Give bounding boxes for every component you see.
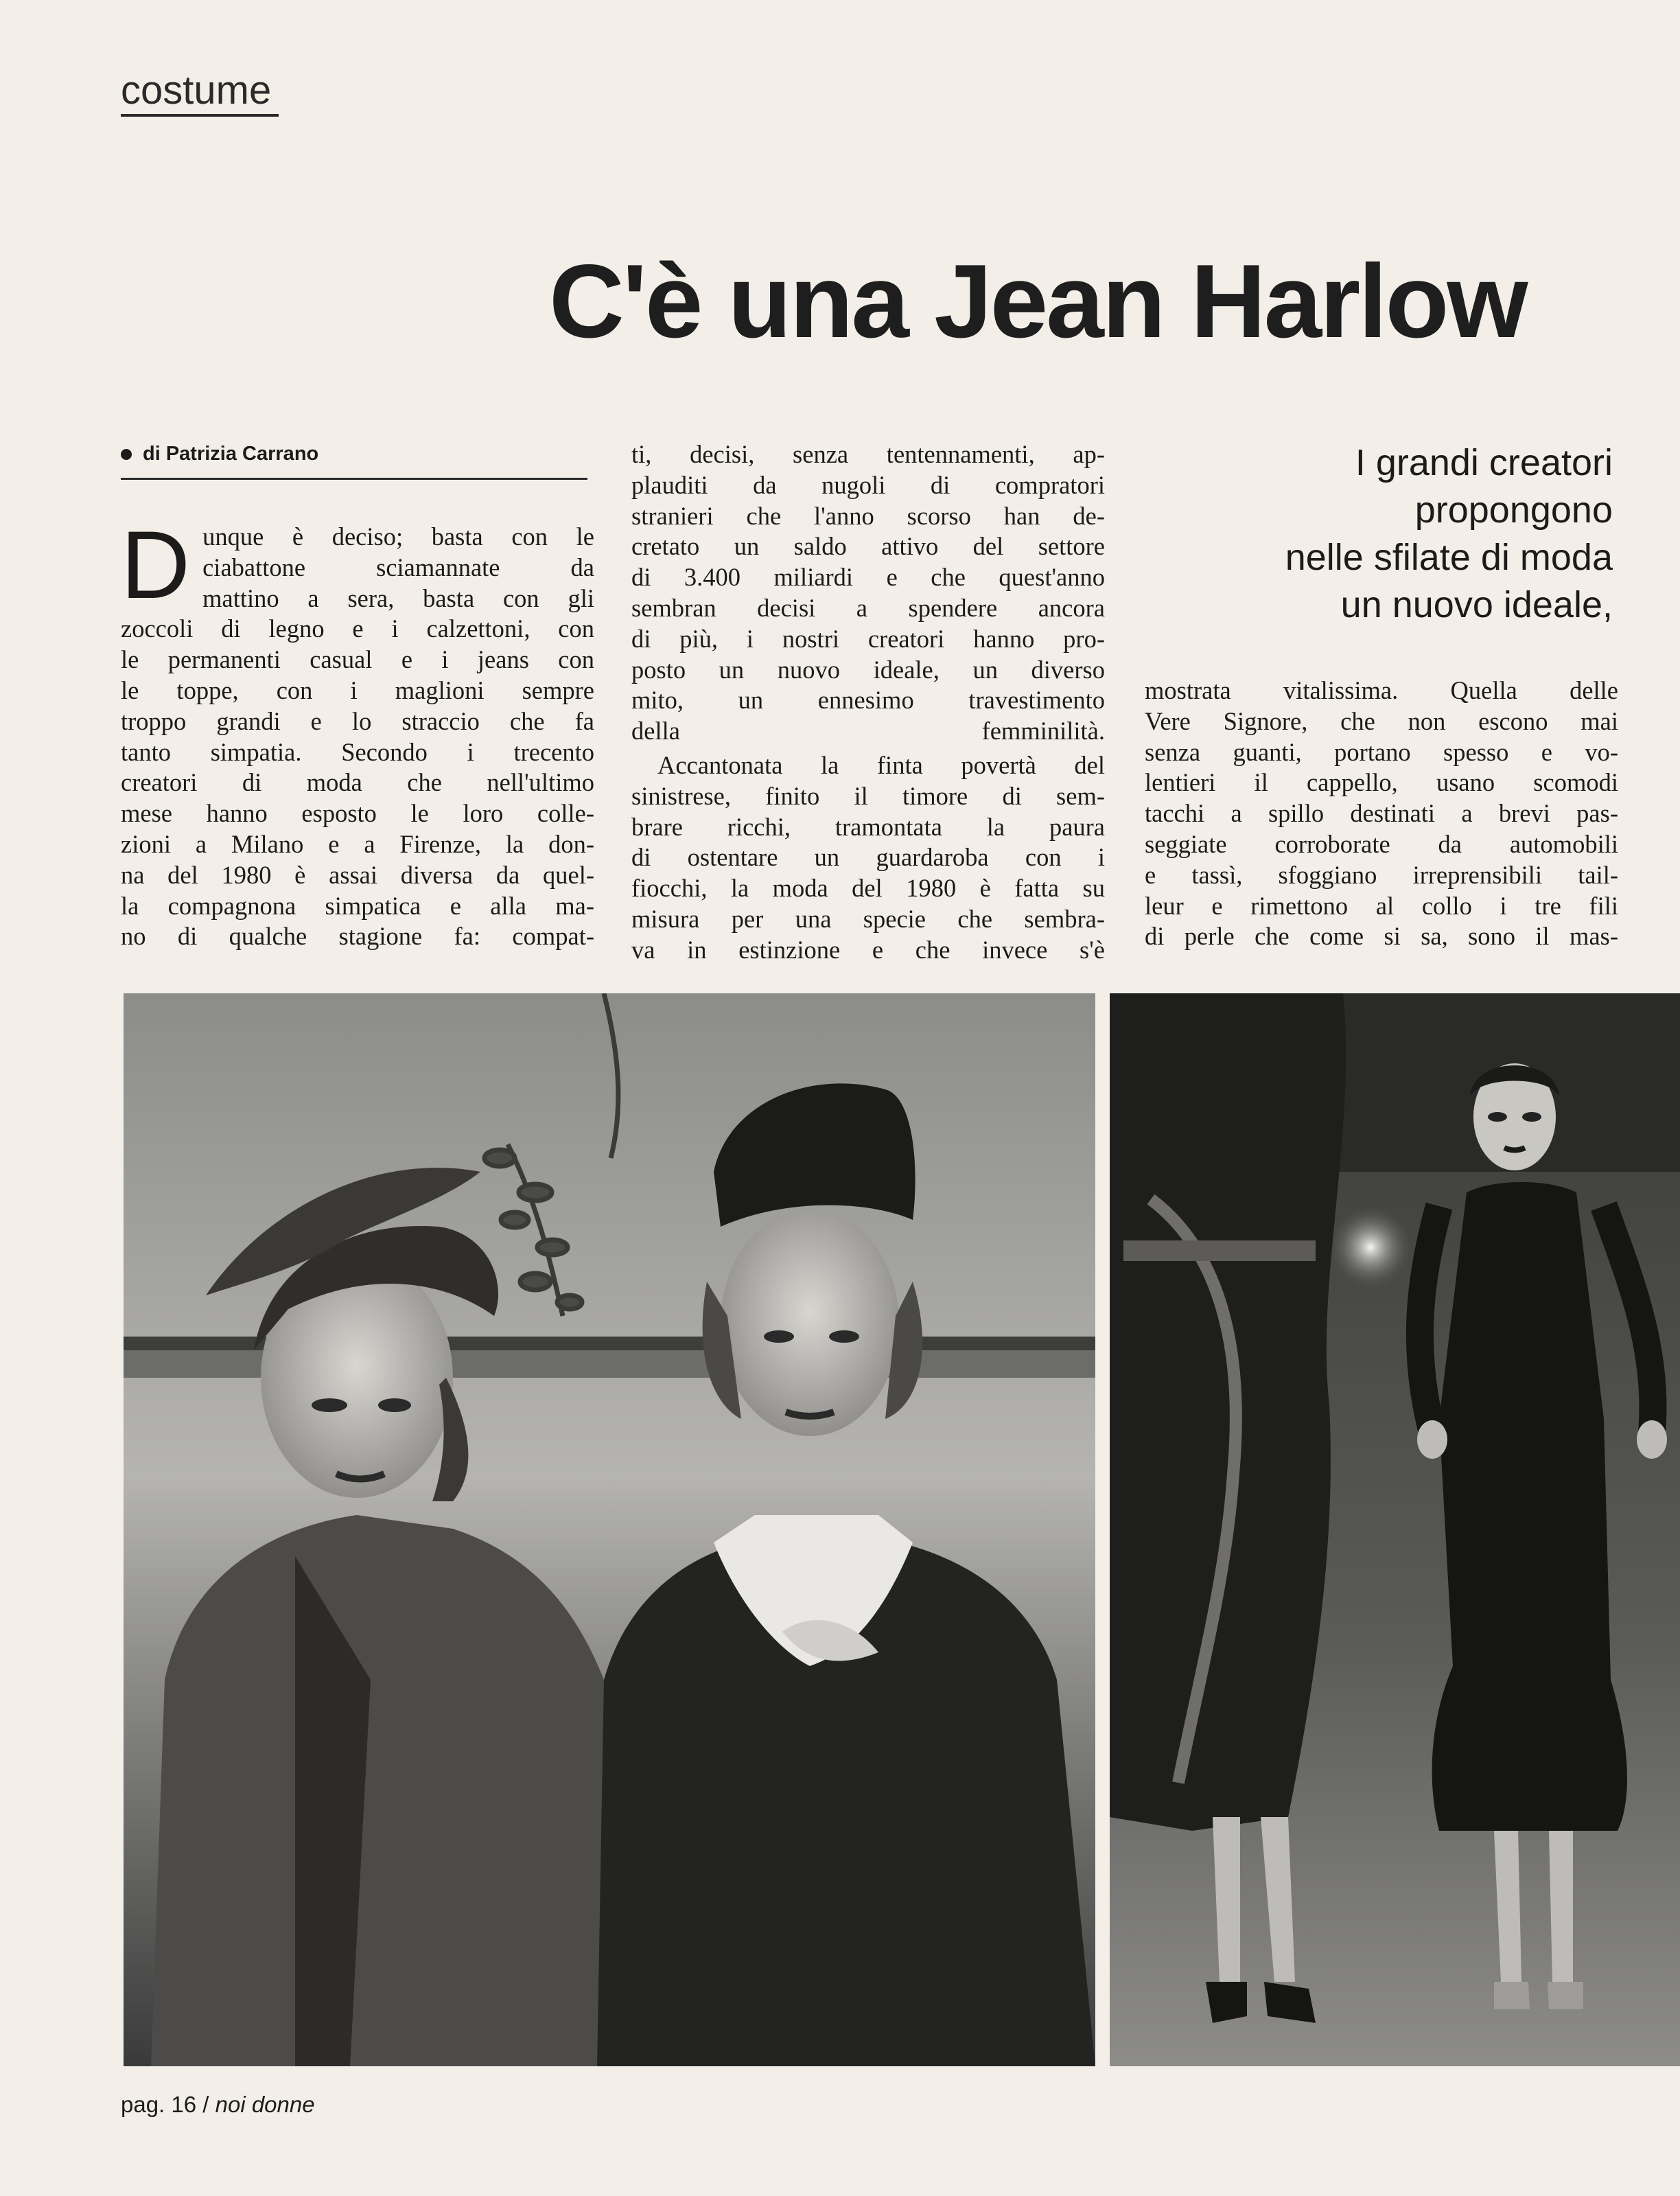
column-1-text: unque è deciso; basta con le ciabattone sciamannate da mattino a sera, basta con gli zoccoli di legno e i calzettoni, con le permanenti casual e i jeans con le toppe, con i maglioni sempre troppo grandi e lo straccio che fa tanto simpatia. Secondo i trecento creatori di moda che nell'ultimo mese hanno esposto le loro colle- zioni a Milano e a Firenze, la don- na del 1980 è assai diversa da quel- la compagnona simpatica e alla ma- no di qualche stagione fa: compat- xyxy=(121,522,594,951)
section-label: costume xyxy=(121,68,272,113)
article-column-3: mostrata vitalissima. Quella delle Vere Signore, che non escono mai senza guanti, portano spesso e vo- lentieri il cappello, usano scomodi tacchi a spillo destinati a brevi pas- seggiate corroborate da automobili e tassì, sfoggiano irreprensibili tail- leur e rimettono al collo i tre fili di perle che come si sa, sono il mas- xyxy=(1145,676,1618,951)
bullet-icon xyxy=(121,449,132,460)
photo-two-women-in-hats xyxy=(124,993,1095,2066)
page-footer xyxy=(121,2092,315,2118)
article-column-2-paragraph-2: Accantonata la finta povertà del sinistrese, finito il timore di sem- brare ricchi, tramontata la paura di ostentare un guardaroba con i fiocchi, la moda del 1980 è fatta su misura per una specie che sembra- va in estinzione e che invece s'è xyxy=(631,751,1105,964)
section-rule xyxy=(121,114,279,117)
article-column-2: ti, decisi, senza tentennamenti, ap- plauditi da nugoli di compratori stranieri che l'anno scorso han de- cretato un saldo attivo del settore di 3.400 miliardi e che quest'anno sembran decisi a spendere ancora di più, i nostri creatori hanno pro- posto un nuovo ideale, un diverso mito, un ennesimo travestimento della femminilità. xyxy=(631,440,1105,746)
article-column-1 xyxy=(121,511,594,952)
page-number: pag. 16 / xyxy=(121,2092,209,2117)
magazine-name: noi donne xyxy=(215,2092,315,2117)
byline xyxy=(121,443,587,480)
headline: C'è una Jean Harlow xyxy=(549,243,1526,360)
photo-runway-models xyxy=(1110,993,1680,2066)
drop-cap: D xyxy=(121,511,191,619)
byline-text: di Patrizia Carrano xyxy=(143,443,319,465)
subhead: I grandi creatori propongono nelle sfilate di moda un nuovo ideale, xyxy=(1285,442,1613,625)
